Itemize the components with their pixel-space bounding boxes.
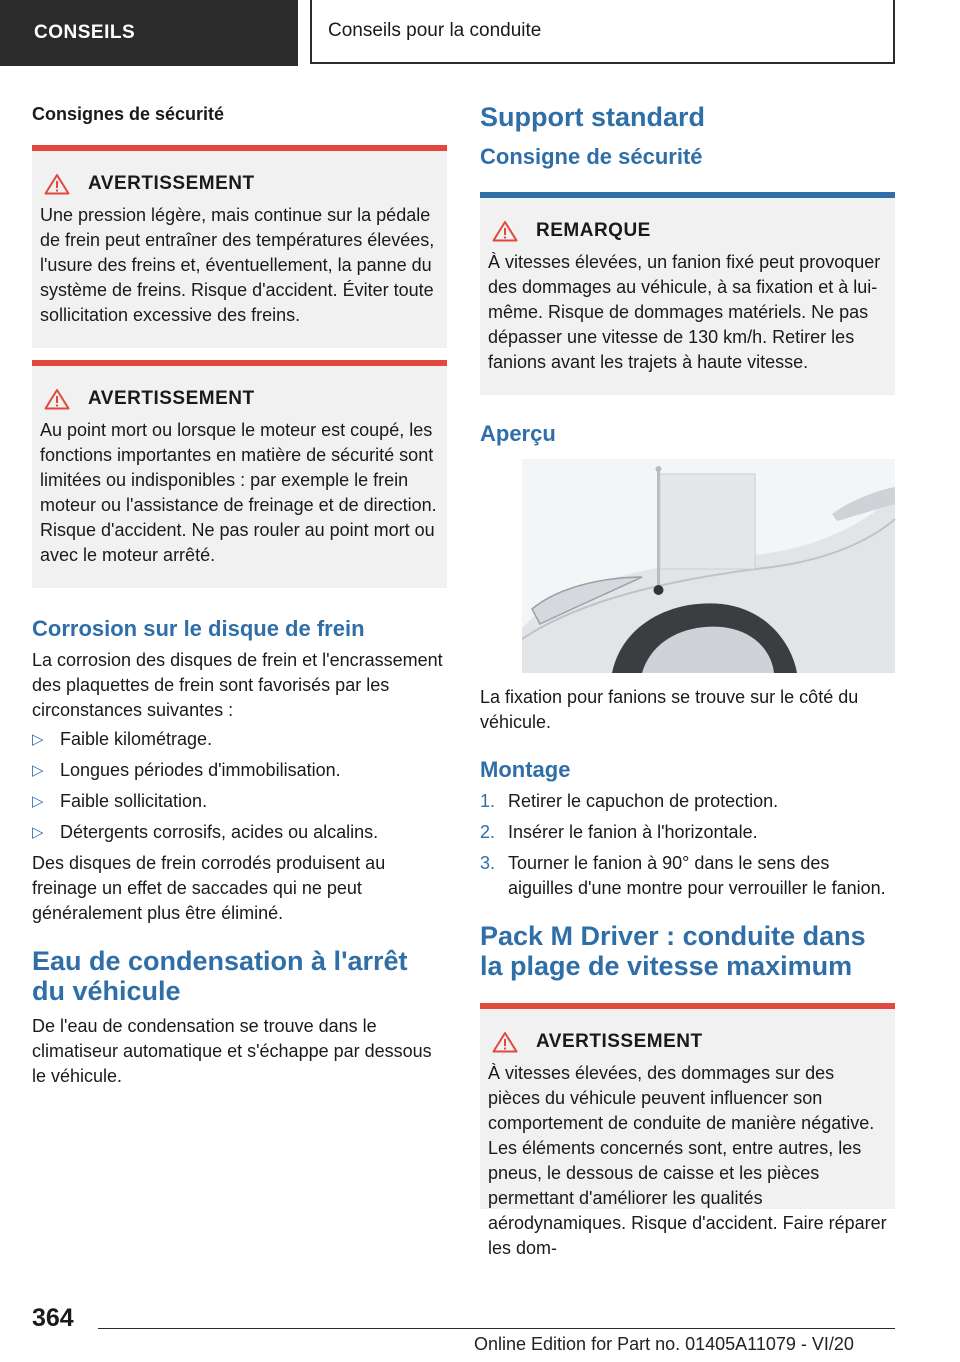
chapter-title: Conseils pour la conduite — [310, 0, 895, 64]
warning-triangle-icon — [492, 220, 518, 242]
triangle-bullet-icon: ▷ — [32, 731, 44, 748]
page-header — [0, 0, 960, 66]
corrosion-heading: Corrosion sur le disque de frein — [32, 616, 365, 641]
car-flag-illustration-icon — [522, 459, 895, 673]
triangle-bullet-icon: ▷ — [32, 824, 44, 841]
corrosion-list — [32, 727, 447, 845]
mounting-steps — [480, 789, 895, 901]
warning-title: AVERTISSEMENT — [536, 1031, 703, 1052]
warning-title: AVERTISSEMENT — [88, 388, 255, 409]
condensation-heading: Eau de condensation à l'arrêt du véhicule — [32, 946, 408, 1006]
list-item: 2. Insérer le fanion à l'horizontale. — [480, 822, 758, 842]
warning-triangle-icon — [492, 1031, 518, 1053]
right-column — [480, 100, 895, 1258]
safety-heading: Consigne de sécurité — [480, 144, 703, 169]
triangle-bullet-icon: ▷ — [32, 793, 44, 810]
remark-text: À vitesses élevées, un fanion fixé peut provoquer des dommages au véhicule, à sa fixation et à lui-même. Risque de dommages matériels. Ne pas dépasser une vitesse de 130 km/h. Retirer les fanions avant les trajets à haute vitesse. — [488, 252, 881, 372]
car-flag-illustration — [522, 459, 895, 673]
warning-box-speed — [480, 1003, 895, 1258]
overview-caption: La fixation pour fanions se trouve sur le côté du véhicule. — [480, 687, 859, 732]
section-tab: CONSEILS — [0, 0, 298, 66]
remark-box — [480, 192, 895, 395]
list-item: ▷ Faible sollicitation. — [32, 789, 447, 814]
footer-divider — [98, 1328, 895, 1329]
triangle-bullet-icon: ▷ — [32, 762, 44, 779]
list-item: ▷ Longues périodes d'immobilisation. — [32, 758, 447, 783]
warning-text: Au point mort ou lorsque le moteur est coupé, les fonctions importantes en matière de sécurité sont limitées ou indisponibles : par exemple le frein moteur ou l'assistance de freinage et de direction. Risque d'accident. Ne pas rouler au point mort ou avec le moteur arrêté. — [40, 420, 437, 565]
list-item: 3. Tourner le fanion à 90° dans le sens des aiguilles d'une montre pour verrouiller le fanion. — [480, 853, 886, 898]
corrosion-outro: Des disques de frein corrodés produisent au freinage un effet de saccades qui ne peut généralement plus être éliminé. — [32, 853, 386, 923]
mounting-heading: Montage — [480, 757, 571, 782]
warning-box-neutral — [32, 360, 447, 588]
remark-title: REMARQUE — [536, 220, 651, 241]
warning-box-brakes — [32, 145, 447, 348]
page-number: 364 — [32, 1304, 74, 1332]
list-item: 1. Retirer le capuchon de protection. — [480, 791, 779, 811]
pack-m-driver-heading: Pack M Driver : conduite dans la plage de vitesse maximum — [480, 921, 866, 981]
warning-text: À vitesses élevées, des dommages sur des pièces du véhicule peuvent influencer son comportement de conduite de manière négative. Les éléments concernés sont, entre autres, les pneus, le dessous de caisse et les pièces permettant d'améliorer les qualités aérodynamiques. Risque d'accident. Faire réparer les dom- — [488, 1063, 887, 1258]
warning-triangle-icon — [44, 388, 70, 410]
support-heading: Support standard — [480, 102, 706, 132]
warning-text: Une pression légère, mais continue sur la pédale de frein peut entraîner des températures élevées, l'usure des freins et, éventuellement, la panne du système de freins. Risque d'accident. Éviter toute sollicitation excessive des freins. — [40, 205, 435, 325]
overview-heading: Aperçu — [480, 421, 556, 446]
list-item: ▷ Faible kilométrage. — [32, 727, 447, 752]
edition-text: Online Edition for Part no. 01405A11079 - VI/20 — [474, 1334, 854, 1354]
corrosion-intro: La corrosion des disques de frein et l'encrassement des plaquettes de frein sont favorisés par les circonstances suivantes : — [32, 650, 443, 720]
warning-title: AVERTISSEMENT — [88, 173, 255, 194]
warning-triangle-icon — [44, 173, 70, 195]
list-item: ▷ Détergents corrosifs, acides ou alcalins. — [32, 820, 447, 845]
safety-subheading: Consignes de sécurité — [32, 104, 225, 124]
condensation-text: De l'eau de condensation se trouve dans le climatiseur automatique et s'échappe par dessous le véhicule. — [32, 1016, 432, 1086]
left-column — [32, 100, 447, 1089]
page-footer — [0, 1290, 960, 1362]
